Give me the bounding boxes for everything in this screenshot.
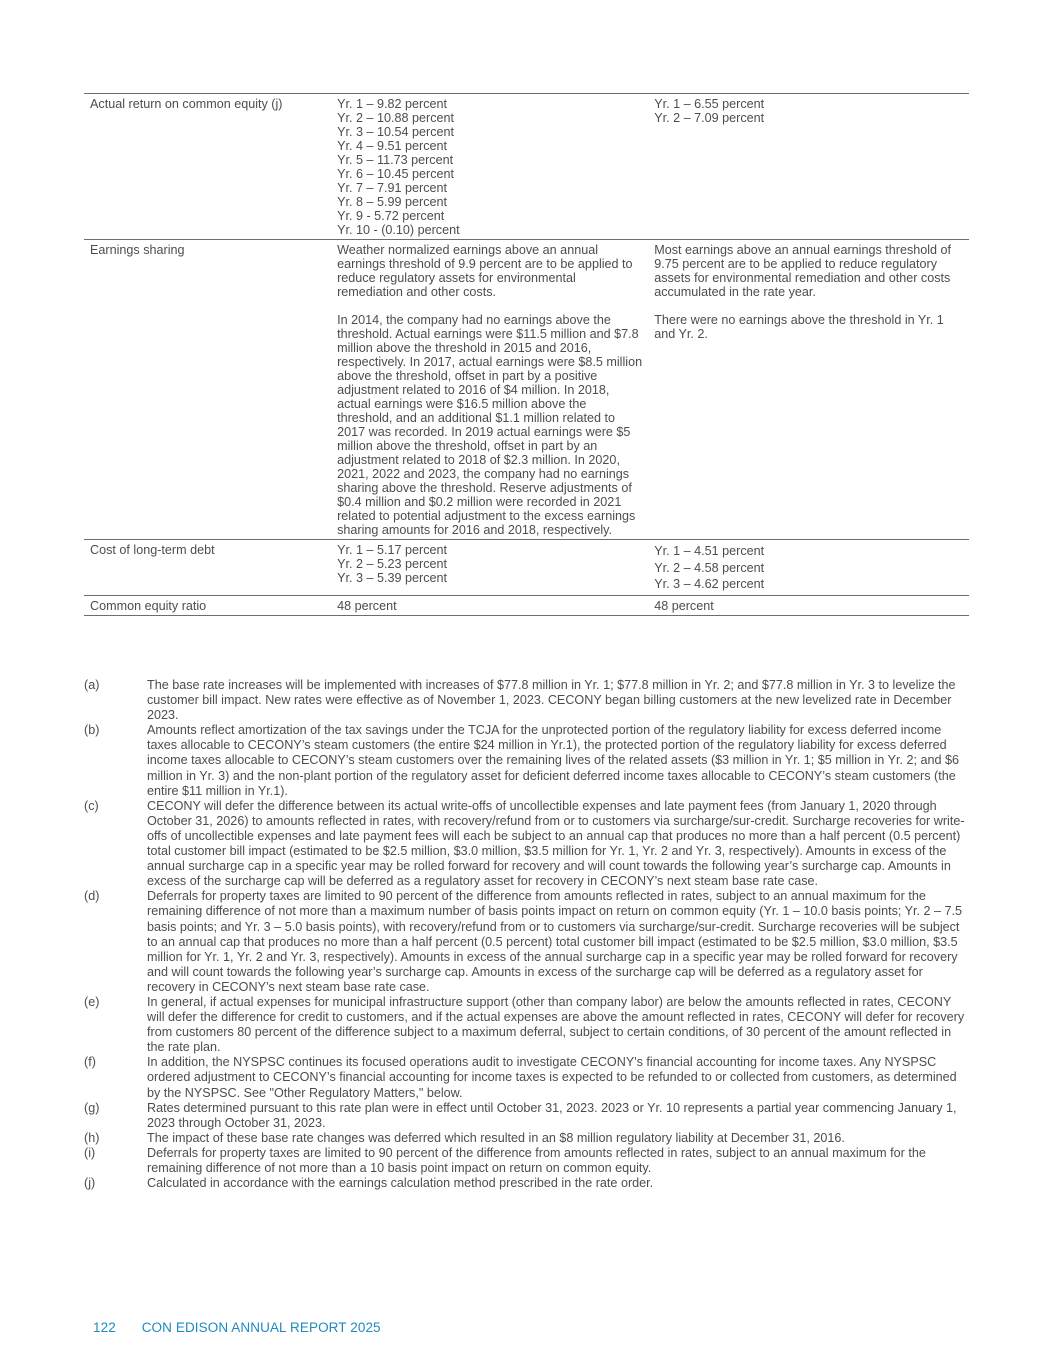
footnote	[84, 1055, 972, 1100]
cell-line: Yr. 2 – 4.58 percent	[654, 560, 765, 575]
footnote-text: CECONY will defer the difference between its actual write-offs of uncollectible expenses and late payment fees (from January 1, 2020 through October 31, 2026) to amounts reflected in rates, with recovery/refund from or to customers via surcharge/sur-credit. Surcharge recoveries for write-offs of uncollectible expenses and late payment fees will each be subject to an annual cap that produces no more than a half percent (0.5 percent) total customer bill impact (estimated to be $2.5 million, $3.0 million, $3.5 million for Yr. 1, Yr. 2 and Yr. 3, respectively). Amounts in excess of the annual surcharge cap in a specific year may be rolled forward for recovery and will count towards the following year’s surcharge cap. Amounts in excess of the surcharge cap will be deferred as a regulatory asset for recovery in CECONY’s next steam base rate case.	[147, 798, 965, 889]
cell-line: Yr. 1 – 5.17 percent	[337, 543, 448, 557]
previous-plan-cell	[331, 540, 648, 596]
cell-line: Yr. 6 – 10.45 percent	[337, 167, 455, 181]
cell-line: Yr. 2 – 7.09 percent	[654, 111, 765, 125]
cell-line: Yr. 1 – 4.51 percent	[654, 544, 765, 558]
footnote-label: (i)	[84, 1145, 96, 1160]
cell-line: Yr. 4 – 9.51 percent	[337, 139, 448, 153]
report-title: CON EDISON ANNUAL REPORT 2025	[141, 1320, 381, 1335]
cell-line: Yr. 2 – 10.88 percent	[337, 111, 455, 125]
cell-line: Yr. 1 – 9.82 percent	[337, 97, 448, 111]
footnote-label: (j)	[84, 1176, 96, 1191]
row-label: Actual return on common equity (j)	[84, 94, 331, 240]
footnote-label: (c)	[84, 798, 99, 813]
previous-plan-cell	[331, 595, 648, 615]
cell-line: 48 percent	[337, 598, 397, 613]
footnote-text: In addition, the NYSPSC continues its focused operations audit to investigate CECONY's financial accounting for income taxes. Any NYSPSC ordered adjustment to CECONY’s financial accounting for income taxes is expected to be refunded to or collected from customers, as determined by the NYSPSC. See "Other Regulatory Matters," below.	[147, 1055, 957, 1100]
cell-paragraph: There were no earnings above the threshold in Yr. 1 and Yr. 2.	[654, 313, 944, 341]
current-plan-cell	[648, 595, 969, 615]
page-footer	[93, 1320, 381, 1335]
cell-line: Yr. 7 – 7.91 percent	[337, 181, 448, 195]
footnote-label: (g)	[84, 1100, 100, 1115]
cell-line: Yr. 3 – 10.54 percent	[337, 125, 455, 139]
previous-plan-cell	[331, 240, 648, 540]
footnote	[84, 889, 972, 995]
footnote	[84, 1131, 972, 1146]
current-plan-cell	[648, 540, 969, 596]
footnote-text: Amounts reflect amortization of the tax savings under the TCJA for the unprotected portion of the regulatory liability for excess deferred income taxes allocable to CECONY’s steam customers (the entire $24 million in Yr.1), the protected portion of the regulatory liability for excess deferred income taxes allocable to CECONY’s steam customers over the remaining lives of the related assets ($3 million in Yr. 1; $5 million in Yr. 2; and $6 million in Yr. 3) and the non-plant portion of the regulatory asset for deficient deferred income taxes allocable to CECONY’s steam customers (the entire $11 million in Yr.1).	[147, 723, 959, 798]
previous-plan-cell	[331, 94, 648, 240]
footnote-label: (e)	[84, 994, 100, 1009]
table-row-earnings-sharing	[84, 240, 969, 540]
cell-line: Yr. 1 – 6.55 percent	[654, 97, 765, 111]
footnote	[84, 1146, 972, 1176]
cell-line: Yr. 5 – 11.73 percent	[337, 153, 454, 167]
footnote-text: Deferrals for property taxes are limited to 90 percent of the difference from amounts reflected in rates, subject to an annual maximum for the remaining difference of not more than a maximum number of basis points impact on return on common equity (Yr. 1 – 10.0 basis points; Yr. 2 – 7.5 basis points; and Yr. 3 – 5.0 basis points), with recovery/refund from or to customers via surcharge/sur-credit. Surcharge recoveries will be subject to an annual cap that produces no more than a half percent (0.5 percent) total customer bill impact (estimated to be $2.5 million, $3.0 million, $3.5 million for Yr. 1, Yr. 2 and Yr. 3, respectively). Amounts in excess of the annual surcharge cap in a specific year may be rolled forward for recovery and will count towards the following year’s surcharge cap. Amounts in excess of the surcharge cap will be deferred as a regulatory asset for recovery in CECONY’s next steam base rate case.	[147, 889, 963, 994]
row-label: Common equity ratio	[84, 595, 331, 615]
cell-line: Yr. 2 – 5.23 percent	[337, 557, 448, 571]
row-label: Cost of long-term debt	[84, 540, 331, 596]
cell-line: Yr. 3 – 4.62 percent	[654, 577, 765, 591]
footnote	[84, 1101, 972, 1131]
rate-plan-table	[84, 93, 969, 616]
footnotes	[84, 678, 972, 1191]
footnote-label: (a)	[84, 678, 100, 692]
table-row-equity-ratio	[84, 595, 969, 615]
cell-line: 48 percent	[654, 598, 714, 613]
page-number: 122	[93, 1320, 116, 1335]
cell-line: Yr. 9 - 5.72 percent	[337, 209, 445, 223]
cell-paragraph: In 2014, the company had no earnings above the threshold. Actual earnings were $11.5 million and $7.8 million above the threshold in 2015 and 2016, respectively. In 2017, actual earnings were $8.5 million above the threshold, offset in part by a positive adjustment related to 2016 of $4 million. In 2018, actual earnings were $16.5 million above the threshold, and an additional $1.1 million related to 2017 was recorded. In 2019 actual earnings were $5 million above the threshold, offset in part by an adjustment related to 2018 of $2.3 million. In 2020, 2021, 2022 and 2023, the company had no earnings sharing above the threshold. Reserve adjustments of $0.4 million and $0.2 million were recorded in 2021 related to potential adjustment to the excess earnings sharing amounts for 2016 and 2018, respectively.	[337, 313, 643, 537]
footnote-text: Rates determined pursuant to this rate plan were in effect until October 31, 2023. 2023 or Yr. 10 represents a partial year commencing January 1, 2023 through October 31, 2023.	[147, 1100, 957, 1130]
cell-line: Yr. 3 – 5.39 percent	[337, 571, 448, 585]
footnote	[84, 678, 972, 723]
footnote-label: (b)	[84, 723, 100, 738]
footnote-label: (f)	[84, 1055, 96, 1070]
rate-plan-table-section	[84, 93, 969, 616]
footnote	[84, 1176, 972, 1191]
cell-line: Yr. 10 - (0.10) percent	[337, 223, 460, 237]
row-label: Earnings sharing	[84, 240, 331, 540]
footnote-text: Deferrals for property taxes are limited to 90 percent of the difference from amounts reflected in rates, subject to an annual maximum for the remaining difference of not more than a 10 basis point impact on return on common equity.	[147, 1145, 926, 1175]
footnote-text: The impact of these base rate changes was deferred which resulted in an $8 million regulatory liability at December 31, 2016.	[147, 1130, 845, 1145]
footnote	[84, 723, 972, 798]
table-row-return-on-equity	[84, 94, 969, 240]
footnote-label: (h)	[84, 1130, 100, 1145]
footnote-label: (d)	[84, 889, 100, 904]
cell-paragraph: Weather normalized earnings above an annual earnings threshold of 9.9 percent are to be applied to reduce regulatory assets for environmental remediation and other costs.	[337, 243, 633, 299]
cell-line: Yr. 8 – 5.99 percent	[337, 195, 448, 209]
current-plan-cell	[648, 240, 969, 540]
current-plan-cell	[648, 94, 969, 240]
footnote-text: Calculated in accordance with the earnings calculation method prescribed in the rate order.	[147, 1176, 654, 1191]
footnote-text: The base rate increases will be implemented with increases of $77.8 million in Yr. 1; $77.8 million in Yr. 2; and $77.8 million in Yr. 3 to levelize the customer bill impact. New rates were effective as of November 1, 2023. CECONY began billing customers at the new levelized rate in December 2023.	[147, 678, 956, 723]
cell-paragraph: Most earnings above an annual earnings threshold of 9.75 percent are to be applied to reduce regulatory assets for environmental remediation and other costs accumulated in the rate year.	[654, 243, 952, 299]
footnote	[84, 995, 972, 1055]
footnote-text: In general, if actual expenses for municipal infrastructure support (other than company labor) are below the amounts reflected in rates, CECONY will defer the difference for credit to customers, and if the actual expenses are above the amount reflected in rates, CECONY will defer for recovery from customers 80 percent of the difference subject to a maximum deferral, subject to certain conditions, of 30 percent of the amount reflected in the rate plan.	[147, 994, 965, 1055]
table-row-cost-of-debt	[84, 540, 969, 596]
footnote	[84, 799, 972, 890]
